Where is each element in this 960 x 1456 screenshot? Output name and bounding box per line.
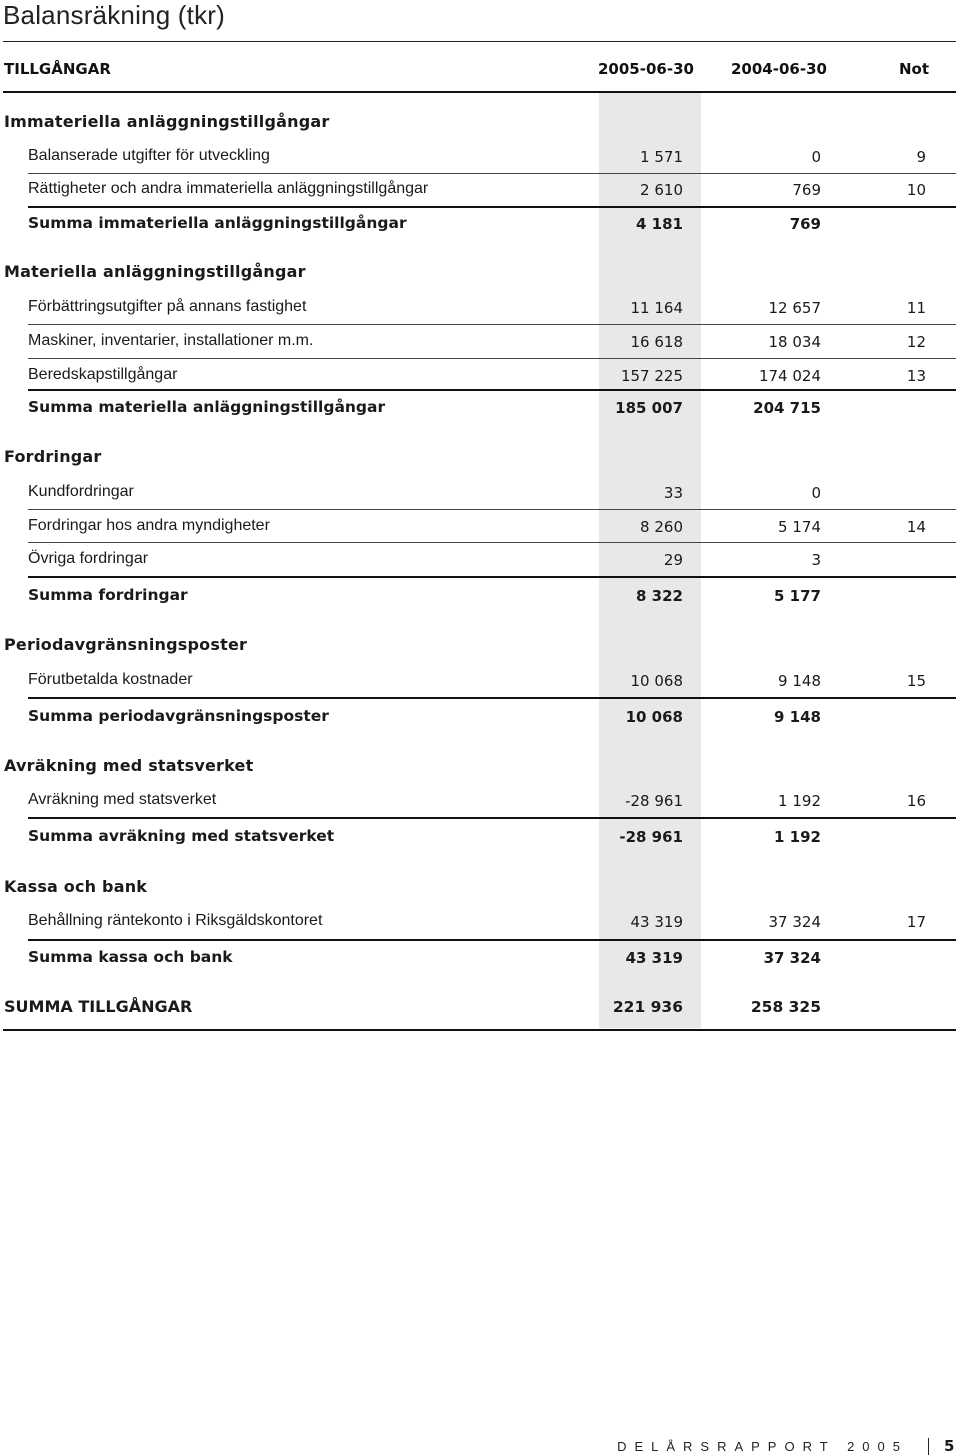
value-2004: 3 xyxy=(811,551,821,569)
row-label: Behållning räntekonto i Riksgäldskontoret xyxy=(28,912,323,929)
row-label: Summa immateriella anläggningstillgångar xyxy=(28,214,407,232)
value-2005: 4 181 xyxy=(636,215,683,233)
row-label: Beredskapstillgångar xyxy=(28,366,178,383)
value-2005: -28 961 xyxy=(619,828,683,846)
note-ref: 12 xyxy=(906,333,926,351)
table-row xyxy=(0,180,960,204)
value-2005: 29 xyxy=(663,551,683,569)
value-2004: 5 177 xyxy=(774,587,821,605)
row-divider xyxy=(28,389,956,391)
subtotal-row xyxy=(0,214,960,238)
value-2005: 1 571 xyxy=(640,148,683,166)
value-2005: 185 007 xyxy=(615,399,683,417)
value-2004: 18 034 xyxy=(768,333,821,351)
row-label: Avräkning med statsverket xyxy=(28,791,217,808)
row-label: Materiella anläggningstillgångar xyxy=(4,262,306,281)
row-label: Kundfordringar xyxy=(28,483,134,500)
row-label: Kassa och bank xyxy=(4,877,148,896)
footer-separator xyxy=(928,1438,929,1455)
row-divider xyxy=(28,939,956,941)
value-2005: 16 618 xyxy=(630,333,683,351)
note-ref: 11 xyxy=(906,299,926,317)
subtotal-row xyxy=(0,948,960,972)
value-2004: 258 325 xyxy=(750,998,821,1016)
row-label: Immateriella anläggningstillgångar xyxy=(4,112,330,131)
row-label: Balanserade utgifter för utveckling xyxy=(28,147,270,164)
value-2004: 0 xyxy=(811,148,821,166)
table-row xyxy=(0,298,960,322)
row-divider xyxy=(28,697,956,699)
note-ref: 16 xyxy=(906,792,926,810)
row-divider xyxy=(28,817,956,819)
value-2004: 12 657 xyxy=(768,299,821,317)
table-row xyxy=(0,332,960,356)
value-2004: 174 024 xyxy=(758,367,821,385)
row-label: Summa fordringar xyxy=(28,586,188,604)
table-header-label: TILLGÅNGAR xyxy=(4,60,111,78)
value-2005: 10 068 xyxy=(630,672,683,690)
row-label: SUMMA TILLGÅNGAR xyxy=(4,997,193,1016)
table-header-col-2004: 2004-06-30 xyxy=(731,60,827,78)
row-label: Rättigheter och andra immateriella anläggningstillgångar xyxy=(28,180,429,197)
subtotal-row xyxy=(0,707,960,731)
table-header-note: Not xyxy=(899,60,930,78)
subtotal-row xyxy=(0,827,960,851)
value-2005: 221 936 xyxy=(612,998,683,1016)
footer-report-name: DELÅRSRAPPORT 2005 xyxy=(617,1439,908,1454)
row-divider xyxy=(3,1029,956,1031)
value-2005: -28 961 xyxy=(625,792,683,810)
row-label: Summa avräkning med statsverket xyxy=(28,827,335,845)
value-2005: 8 260 xyxy=(640,518,683,536)
row-divider xyxy=(28,173,956,174)
footer-page-number: 5 xyxy=(944,1437,955,1455)
section-heading xyxy=(0,756,960,780)
table-row xyxy=(0,550,960,574)
table-row xyxy=(0,483,960,507)
row-label: Fordringar hos andra myndigheter xyxy=(28,517,270,534)
value-2005: 8 322 xyxy=(636,587,683,605)
subtotal-row xyxy=(0,398,960,422)
section-heading xyxy=(0,112,960,136)
value-2004: 769 xyxy=(789,215,821,233)
row-label: Periodavgränsningsposter xyxy=(4,635,248,654)
row-divider xyxy=(28,206,956,208)
section-heading xyxy=(0,262,960,286)
value-2005: 33 xyxy=(663,484,683,502)
table-header-col-2005: 2005-06-30 xyxy=(598,60,694,78)
title-rule xyxy=(3,41,956,42)
value-2004: 1 192 xyxy=(778,792,821,810)
note-ref: 9 xyxy=(916,148,926,166)
subtotal-row xyxy=(0,586,960,610)
value-2004: 769 xyxy=(792,181,821,199)
table-row xyxy=(0,366,960,390)
value-2004: 9 148 xyxy=(774,708,821,726)
value-2004: 37 324 xyxy=(763,949,821,967)
value-2004: 9 148 xyxy=(778,672,821,690)
grand-total-row xyxy=(0,997,960,1021)
value-2004: 0 xyxy=(811,484,821,502)
section-heading xyxy=(0,447,960,471)
value-2004: 5 174 xyxy=(778,518,821,536)
row-divider xyxy=(28,324,956,325)
row-divider xyxy=(28,358,956,359)
table-row xyxy=(0,791,960,815)
row-divider xyxy=(28,509,956,510)
section-heading xyxy=(0,635,960,659)
value-2005: 43 319 xyxy=(625,949,683,967)
value-2004: 37 324 xyxy=(768,913,821,931)
value-2005: 2 610 xyxy=(640,181,683,199)
note-ref: 13 xyxy=(906,367,926,385)
note-ref: 14 xyxy=(906,518,926,536)
table-row xyxy=(0,671,960,695)
row-label: Summa materiella anläggningstillgångar xyxy=(28,398,386,416)
row-divider xyxy=(28,542,956,543)
value-2005: 157 225 xyxy=(620,367,683,385)
row-label: Fordringar xyxy=(4,447,102,466)
row-label: Summa periodavgränsningsposter xyxy=(28,707,329,725)
row-label: Summa kassa och bank xyxy=(28,948,233,966)
table-row xyxy=(0,912,960,936)
value-2004: 1 192 xyxy=(774,828,821,846)
row-label: Förutbetalda kostnader xyxy=(28,671,193,688)
row-divider xyxy=(28,576,956,578)
table-row xyxy=(0,517,960,541)
value-2004: 204 715 xyxy=(753,399,821,417)
page-title: Balansräkning (tkr) xyxy=(3,0,225,30)
header-rule xyxy=(3,91,956,93)
note-ref: 10 xyxy=(906,181,926,199)
row-label: Maskiner, inventarier, installationer m.m. xyxy=(28,332,314,349)
row-label: Avräkning med statsverket xyxy=(4,756,254,775)
row-label: Förbättringsutgifter på annans fastighet xyxy=(28,298,307,315)
note-ref: 15 xyxy=(906,672,926,690)
table-row xyxy=(0,147,960,171)
value-2005: 11 164 xyxy=(630,299,683,317)
row-label: Övriga fordringar xyxy=(28,550,149,567)
value-2005: 43 319 xyxy=(630,913,683,931)
section-heading xyxy=(0,877,960,901)
note-ref: 17 xyxy=(906,913,926,931)
value-2005: 10 068 xyxy=(625,708,683,726)
